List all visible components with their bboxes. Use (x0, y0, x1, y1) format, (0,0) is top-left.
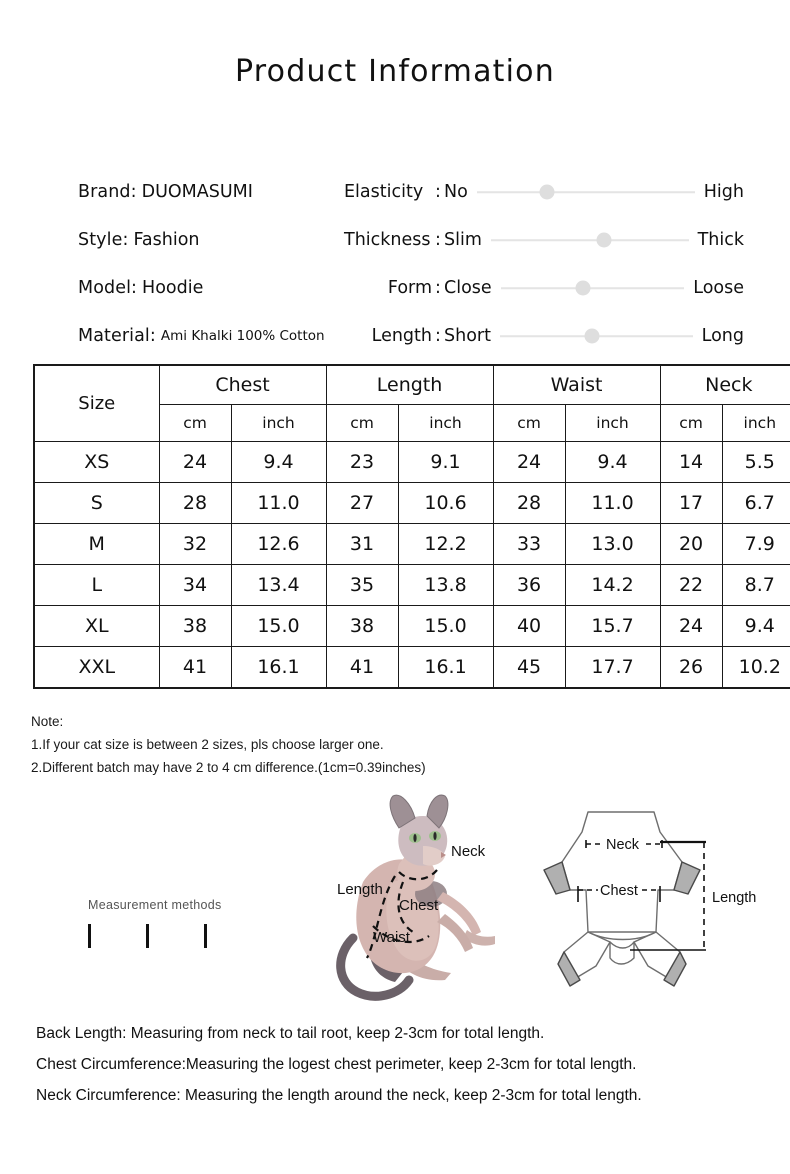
unit-chest-inch: inch (231, 405, 326, 442)
cat-label-length: Length (337, 881, 383, 898)
slider-row-thickness (344, 216, 744, 264)
measurement-methods-label: Measurement methods (88, 898, 222, 912)
cell: 6.7 (722, 483, 790, 524)
cell: 33 (493, 524, 565, 565)
cell: 45 (493, 647, 565, 689)
table-row (34, 565, 790, 606)
slider-label-form: Form (387, 278, 432, 298)
description-neck-circumference: Neck Circumference: Measuring the length around the neck, keep 2-3cm for total length. (36, 1087, 642, 1104)
note-line-2: 2.Different batch may have 2 to 4 cm difference.(1cm=0.39inches) (31, 760, 426, 775)
unit-length-cm: cm (326, 405, 398, 442)
unit-waist-inch: inch (565, 405, 660, 442)
cell: 28 (493, 483, 565, 524)
attribute-label-material: Material: (78, 326, 156, 346)
cell: 41 (159, 647, 231, 689)
cell: 38 (159, 606, 231, 647)
row-size: XXL (34, 647, 159, 689)
garment-label-length: Length (712, 890, 757, 906)
slider-row-length (344, 312, 744, 360)
table-row (34, 483, 790, 524)
cell: 34 (159, 565, 231, 606)
description-chest-circumference: Chest Circumference:Measuring the logest chest perimeter, keep 2-3cm for total length. (36, 1056, 637, 1073)
attribute-value-model: Hoodie (142, 278, 204, 298)
cell: 40 (493, 606, 565, 647)
garment-label-chest: Chest (600, 883, 638, 899)
notes-block (31, 710, 651, 779)
cell: 11.0 (231, 483, 326, 524)
cat-label-chest: Chest (399, 897, 439, 914)
measurement-methods-block (88, 898, 288, 948)
measurement-illustrations (0, 790, 790, 1015)
slider-min-elasticity: No (444, 182, 468, 202)
ruler-icon (88, 922, 248, 948)
attribute-label-style: Style: (78, 230, 129, 250)
table-header-length: Length (326, 365, 493, 405)
cell: 16.1 (398, 647, 493, 689)
row-size: M (34, 524, 159, 565)
cell: 15.0 (398, 606, 493, 647)
garment-length-dimension (630, 842, 706, 950)
cell: 20 (660, 524, 722, 565)
cell: 38 (326, 606, 398, 647)
attribute-row-material (78, 312, 378, 360)
table-row (34, 647, 790, 689)
cell: 10.6 (398, 483, 493, 524)
slider-min-length: Short (444, 326, 491, 346)
cell: 26 (660, 647, 722, 689)
cell: 24 (660, 606, 722, 647)
slider-track-thickness[interactable] (491, 231, 689, 249)
slider-colon-form: : (435, 278, 441, 298)
table-row (34, 524, 790, 565)
garment-cuff-left (558, 952, 580, 986)
table-row (34, 606, 790, 647)
slider-row-form (344, 264, 744, 312)
cell: 17 (660, 483, 722, 524)
slider-min-form: Close (444, 278, 492, 298)
cell: 12.2 (398, 524, 493, 565)
cell: 7.9 (722, 524, 790, 565)
slider-colon-elasticity: : (435, 182, 441, 202)
cell: 24 (159, 442, 231, 483)
cell: 5.5 (722, 442, 790, 483)
cell: 12.6 (231, 524, 326, 565)
garment-crotch (610, 942, 634, 964)
garment-label-neck: Neck (606, 837, 640, 853)
cat-measurement-illustration (295, 790, 555, 1015)
cell: 8.7 (722, 565, 790, 606)
cell: 13.4 (231, 565, 326, 606)
unit-length-inch: inch (398, 405, 493, 442)
attribute-list (78, 168, 378, 360)
garment-cuff-right (664, 952, 686, 986)
garment-flat-diagram (530, 790, 780, 1015)
table-header-group-row (34, 365, 790, 405)
cell: 32 (159, 524, 231, 565)
cell: 10.2 (722, 647, 790, 689)
cell: 15.7 (565, 606, 660, 647)
cell: 9.1 (398, 442, 493, 483)
row-size: L (34, 565, 159, 606)
slider-max-elasticity: High (703, 182, 744, 202)
unit-chest-cm: cm (159, 405, 231, 442)
garment-sleeve-right (674, 862, 700, 894)
attribute-row-model (78, 264, 378, 312)
cell: 27 (326, 483, 398, 524)
slider-min-thickness: Slim (444, 230, 482, 250)
slider-thumb-thickness[interactable] (596, 233, 611, 248)
cell: 9.4 (231, 442, 326, 483)
cat-label-waist: Waist (373, 929, 410, 946)
table-header-neck: Neck (660, 365, 790, 405)
attribute-label-brand: Brand: (78, 182, 137, 202)
cell: 31 (326, 524, 398, 565)
table-header-chest: Chest (159, 365, 326, 405)
slider-list (344, 168, 744, 360)
notes-heading: Note: (31, 714, 64, 729)
slider-thumb-form[interactable] (576, 281, 591, 296)
slider-row-elasticity (344, 168, 744, 216)
cell: 14 (660, 442, 722, 483)
slider-colon-length: : (435, 326, 441, 346)
attribute-row-brand (78, 168, 378, 216)
description-block (36, 1018, 776, 1111)
slider-max-form: Loose (693, 278, 744, 298)
cell: 13.0 (565, 524, 660, 565)
cat-pupil-right (433, 832, 436, 840)
slider-thumb-elasticity[interactable] (539, 185, 554, 200)
cell: 11.0 (565, 483, 660, 524)
cell: 13.8 (398, 565, 493, 606)
cell: 22 (660, 565, 722, 606)
slider-track-form[interactable] (501, 279, 685, 297)
cell: 28 (159, 483, 231, 524)
cell: 14.2 (565, 565, 660, 606)
cell: 9.4 (565, 442, 660, 483)
garment-sleeve-left (544, 862, 570, 894)
unit-neck-inch: inch (722, 405, 790, 442)
cell: 23 (326, 442, 398, 483)
row-size: XL (34, 606, 159, 647)
attribute-value-style: Fashion (133, 230, 200, 250)
attribute-value-brand: DUOMASUMI (141, 182, 253, 202)
slider-colon-thickness: : (435, 230, 441, 250)
cell: 16.1 (231, 647, 326, 689)
attribute-label-model: Model: (78, 278, 138, 298)
cell: 17.7 (565, 647, 660, 689)
cell: 24 (493, 442, 565, 483)
slider-label-thickness: Thickness (344, 230, 431, 250)
cell: 35 (326, 565, 398, 606)
slider-thumb-length[interactable] (585, 329, 600, 344)
description-back-length: Back Length: Measuring from neck to tail root, keep 2-3cm for total length. (36, 1025, 545, 1042)
cell: 36 (493, 565, 565, 606)
slider-max-thickness: Thick (697, 230, 744, 250)
table-header-waist: Waist (493, 365, 660, 405)
table-row (34, 442, 790, 483)
attribute-row-style (78, 216, 378, 264)
attribute-value-material: Ami Khalki 100% Cotton (160, 328, 325, 344)
size-chart-table (33, 364, 790, 689)
slider-label-elasticity: Elasticity (344, 182, 424, 202)
slider-track-elasticity[interactable] (477, 183, 695, 201)
unit-waist-cm: cm (493, 405, 565, 442)
cell: 9.4 (722, 606, 790, 647)
garment-torso (562, 812, 682, 932)
garment-hem-curve (588, 932, 656, 940)
cell: 41 (326, 647, 398, 689)
row-size: S (34, 483, 159, 524)
cat-pupil-left (413, 834, 416, 842)
slider-track-length[interactable] (500, 327, 693, 345)
table-header-size: Size (34, 365, 159, 442)
row-size: XS (34, 442, 159, 483)
slider-max-length: Long (701, 326, 744, 346)
slider-label-length: Length (371, 326, 432, 346)
cell: 15.0 (231, 606, 326, 647)
cat-label-neck: Neck (451, 843, 486, 860)
unit-neck-cm: cm (660, 405, 722, 442)
page-title: Product Information (235, 54, 555, 89)
note-line-1: 1.If your cat size is between 2 sizes, pls choose larger one. (31, 737, 384, 752)
